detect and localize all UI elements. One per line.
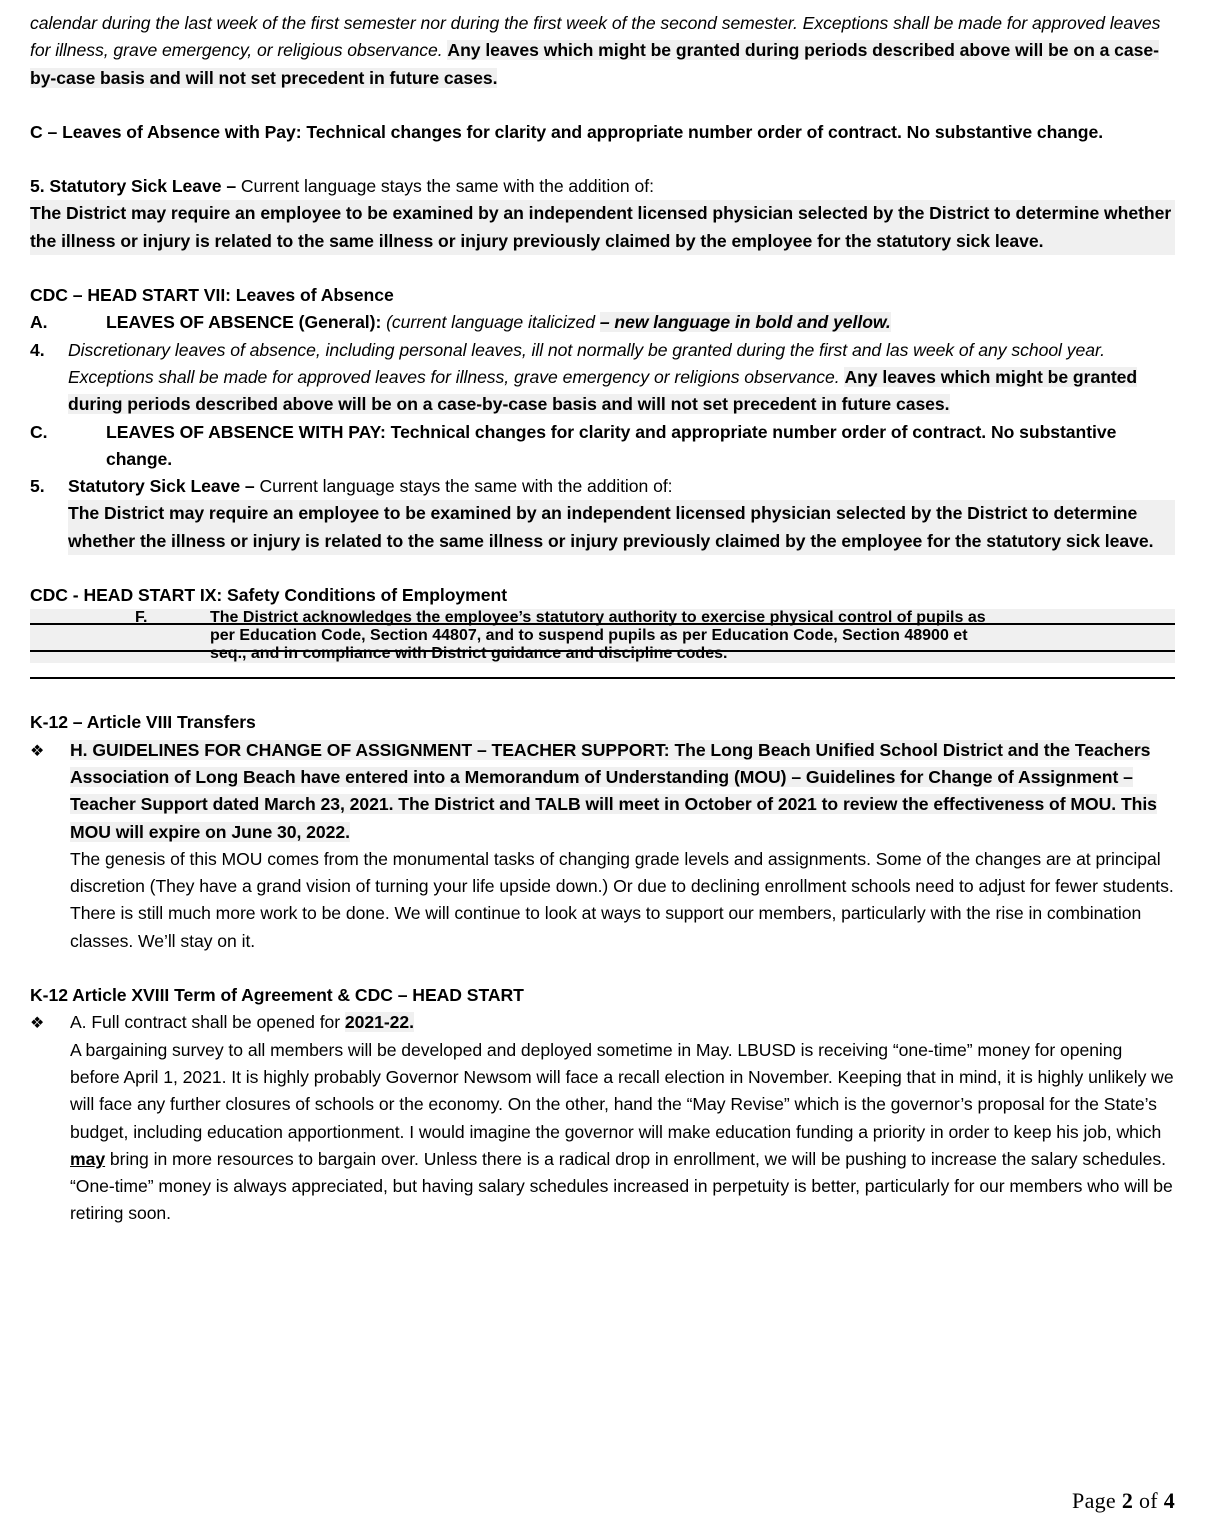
k12-xviii-body xyxy=(30,1037,1175,1228)
spacer xyxy=(30,555,1175,582)
k12-xviii-bullet-text-bold: 2021-22. xyxy=(344,1012,414,1033)
section-5-normal-tail: Current language stays the same with the addition of: xyxy=(240,176,654,197)
k12-viii-bullet-text: H. GUIDELINES FOR CHANGE OF ASSIGNMENT – TEACHER SUPPORT: The Long Beach Unified School District and the Teachers Association of Long Beach have entered into a Memorandum of Understanding (MOU) – Guidelines for Change of Assignment – Teacher Support dated March 23, 2021. The District and TALB will meet in October of 2021 to review the effectiveness of MOU. This MOU will expire on June 30, 2022. xyxy=(70,739,1157,842)
cdc-ix-struck-line-3 xyxy=(30,645,1175,663)
top-paragraph-italic: calendar during the last week of the first semester nor during the first week of the second semester. Exceptions shall be made for approved leaves for illness, grave emergency, or religious observance. xyxy=(30,13,1161,61)
cdc-vii-item-c-text: LEAVES OF ABSENCE WITH PAY: Technical changes for clarity and appropriate number order of contract. No substantive change. xyxy=(106,421,1117,469)
cdc-vii-item-5-normal-tail: Current language stays the same with the addition of: xyxy=(259,476,673,497)
cdc-vii-item-a-italic: (current language italicized xyxy=(386,312,600,333)
cdc-ix-struck-marker: F. xyxy=(135,609,148,627)
cdc-vii-item-c xyxy=(30,419,1175,474)
diamond-bullet-icon: ❖ xyxy=(30,742,45,760)
cdc-vii-item-4-bold: Any leaves which might be granted during periods described above will be on a case-by-case basis and will not set precedent in future cases. xyxy=(68,366,1138,415)
cdc-ix-struck-line-1 xyxy=(30,609,1175,627)
spacer xyxy=(30,92,1175,119)
cdc-vii-item-a-bold-lead: LEAVES OF ABSENCE (General): xyxy=(106,312,387,333)
cdc-vii-item-a-bold-italic: – new language in bold and yellow. xyxy=(599,312,891,333)
page-footer xyxy=(1072,1488,1175,1514)
heading-k12-article-xviii: K-12 Article XVIII Term of Agreement & CDC – HEAD START xyxy=(30,985,524,1006)
spacer xyxy=(30,146,1175,173)
footer-of-label: of xyxy=(1138,1488,1158,1513)
cdc-vii-item-5-marker: 5. xyxy=(30,476,45,497)
cdc-ix-struck-text-2: per Education Code, Section 44807, and to suspend pupils as per Education Code, Section 48900 et xyxy=(210,627,968,645)
cdc-ix-struck-text-1: The District acknowledges the employee’s statutory authority to exercise physical control of pupils as xyxy=(210,609,986,627)
cdc-vii-item-4 xyxy=(30,337,1175,419)
cdc-vii-item-4-italic: Discretionary leaves of absence, including personal leaves, ill not normally be granted during the first and las week of any school year. Exceptions shall be made for approved leaves for illness, grave emergency or religions observance. xyxy=(68,339,1105,387)
spacer xyxy=(30,955,1175,982)
heading-cdc-head-start-vii: CDC – HEAD START VII: Leaves of Absence xyxy=(30,285,394,306)
cdc-ix-struck-line-2 xyxy=(30,627,1175,645)
heading-k12-article-viii: K-12 – Article VIII Transfers xyxy=(30,712,256,733)
top-paragraph xyxy=(30,10,1175,92)
footer-page-total: 4 xyxy=(1163,1488,1175,1513)
section-5-bold-lead: 5. Statutory Sick Leave – xyxy=(30,176,241,197)
cdc-vii-item-a xyxy=(30,309,1175,336)
cdc-vii-item-5 xyxy=(30,473,1175,555)
cdc-vii-item-5-bold-lead: Statutory Sick Leave – xyxy=(68,476,260,497)
strikethrough-rule xyxy=(30,677,1175,679)
cdc-vii-item-4-marker: 4. xyxy=(30,339,45,360)
footer-page-number: 2 xyxy=(1121,1488,1134,1513)
k12-xviii-body-part-2: bring in more resources to bargain over. Unless there is a radical drop in enrollment, we will be pushing to increase the salary schedules. “One-time” money is always appreciated, but having salary schedules increased in perpetuity is better, particularly for our members who will be retiring soon. xyxy=(70,1148,1173,1224)
k12-viii-body: The genesis of this MOU comes from the monumental tasks of changing grade levels and assignments. Some of the changes are at principal discretion (They have a grand vision of turning your life upside down.) Or due to declining enrollment schools need to adjust for fewer students. There is still much more work to be done. We will continue to look at ways to support our members, particularly with the rise in combination classes. We’ll stay on it. xyxy=(70,848,1174,951)
k12-xviii-body-part-1: A bargaining survey to all members will be developed and deployed sometime in May. LBUSD is receiving “one-time” money for opening before April 1, 2021. It is highly probably Governor Newsom will face a recall election in November. Keeping that in mind, it is highly unlikely we will face any further closures of schools or the economy. On the other, hand the “May Revise” which is the governor’s proposal for the State’s budget, including education apportionment. I would imagine the governor will make education funding a priority in order to keep his job, which xyxy=(70,1039,1174,1142)
section-5-statutory-sick-leave-lead xyxy=(30,173,1175,200)
spacer xyxy=(30,663,1175,709)
k12-viii-bullet-item xyxy=(30,737,1175,846)
k12-xviii-bullet-text-normal: A. Full contract shall be opened for xyxy=(70,1012,345,1033)
cdc-ix-struck-item xyxy=(30,609,1175,663)
k12-xviii-bullet-item xyxy=(30,1009,1175,1036)
section-5-body: The District may require an employee to be examined by an independent licensed physician selected by the District to determine whether the illness or injury is related to the same illness or injury previously claimed by the employee for the statutory sick leave. xyxy=(30,200,1175,255)
heading-cdc-head-start-ix: CDC - HEAD START IX: Safety Conditions of Employment xyxy=(30,585,508,606)
k12-xviii-body-emphasis: may xyxy=(70,1148,106,1169)
cdc-vii-item-a-marker: A. xyxy=(30,312,48,333)
footer-page-label: Page xyxy=(1072,1488,1116,1513)
cdc-vii-item-c-marker: C. xyxy=(30,421,48,442)
section-c-leaves-with-pay: C – Leaves of Absence with Pay: Technical changes for clarity and appropriate number order of contract. No substantive change. xyxy=(30,121,1104,142)
top-paragraph-bold-highlight: Any leaves which might be granted during periods described above will be on a case-by-case basis and will not set precedent in future cases. xyxy=(30,40,1159,88)
spacer xyxy=(30,255,1175,282)
cdc-vii-item-5-body: The District may require an employee to be examined by an independent licensed physician selected by the District to determine whether the illness or injury is related to the same illness or injury previously claimed by the employee for the statutory sick leave. xyxy=(68,500,1175,555)
diamond-bullet-icon: ❖ xyxy=(30,1015,45,1033)
cdc-ix-struck-text-3: seq., and in compliance with District guidance and discipline codes. xyxy=(210,645,728,663)
